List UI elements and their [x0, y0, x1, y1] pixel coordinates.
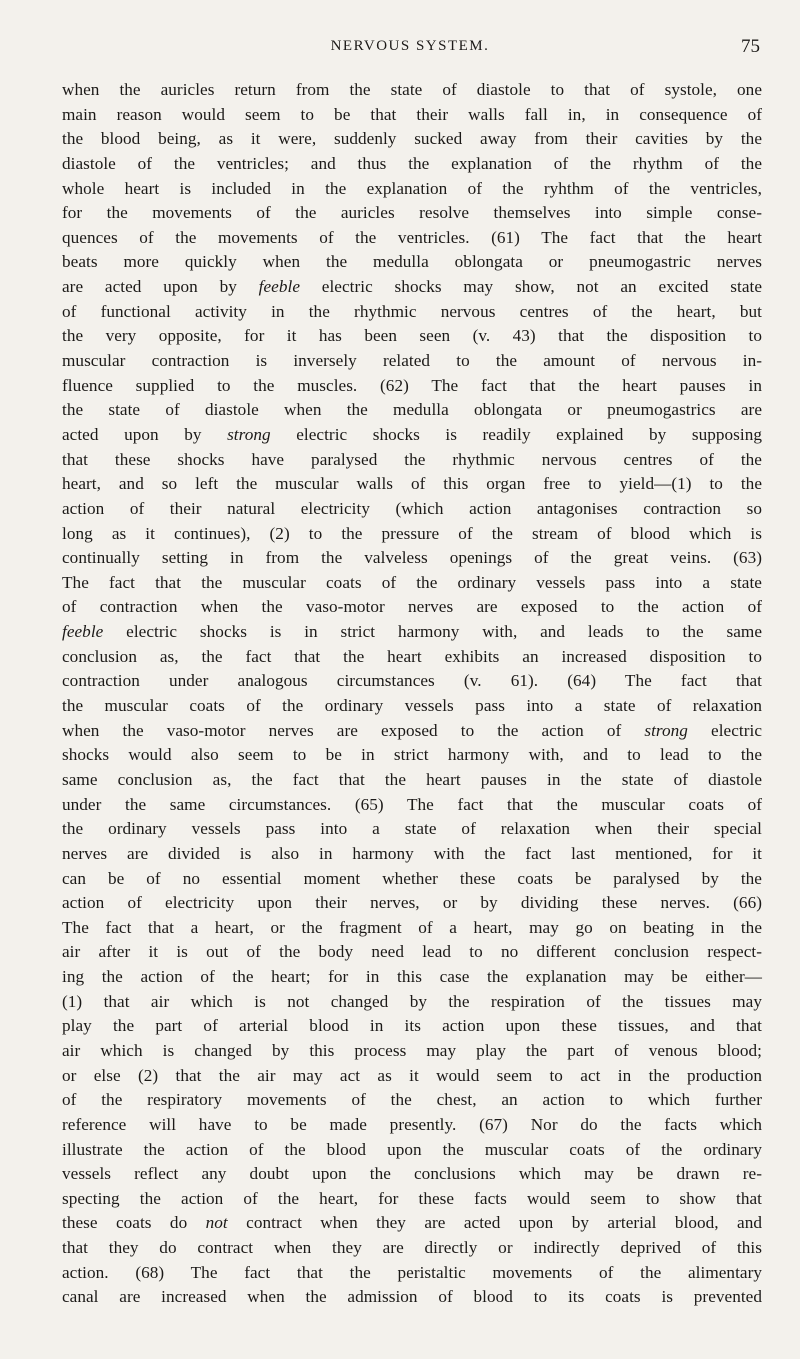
text-line [62, 1014, 762, 1039]
line-text: air which is changed by this process may play the part of venous blood; [62, 1040, 762, 1060]
line-text: are acted upon by [62, 277, 259, 297]
text-line [62, 1039, 762, 1064]
line-text: reference will have to be made presently. (67) Nor do the facts which [62, 1114, 762, 1134]
line-text: the ordinary vessels pass into a state of relaxation when their special [62, 819, 762, 839]
text-line [62, 694, 762, 719]
line-text: electric shocks is readily explained by supposing [270, 424, 762, 444]
page-number: 75 [741, 36, 760, 57]
line-text: the state of diastole when the medulla oblongata or pneumogastrics are [62, 400, 762, 420]
line-text: The fact that a heart, or the fragment of a heart, may go on beating in the [62, 917, 762, 937]
running-title: NERVOUS SYSTEM. [330, 38, 490, 54]
text-line [62, 1088, 762, 1113]
text-line [62, 768, 762, 793]
body-text [62, 78, 762, 1310]
line-text: (1) that air which is not changed by the respiration of the tissues may [62, 991, 762, 1011]
text-line [62, 497, 762, 522]
text-line [62, 595, 762, 620]
text-line [62, 152, 762, 177]
line-text: action of their natural electricity (which action antagonises contraction so [62, 498, 762, 518]
text-line [62, 1285, 762, 1310]
line-text: or else (2) that the air may act as it would seem to act in the production [62, 1065, 762, 1085]
text-line [62, 103, 762, 128]
line-text: play the part of arterial blood in its action upon these tissues, and that [62, 1016, 762, 1036]
text-line [62, 423, 762, 448]
text-line [62, 817, 762, 842]
line-text: shocks would also seem to be in strict harmony with, and to lead to the [62, 745, 762, 765]
italic-text: strong [644, 720, 688, 740]
line-text: that these shocks have paralysed the rhythmic nervous centres of the [62, 449, 762, 469]
text-line [62, 374, 762, 399]
line-text: when the auricles return from the state of diastole to that of systole, one [62, 80, 762, 99]
text-line [62, 349, 762, 374]
text-line [62, 867, 762, 892]
text-line [62, 78, 762, 103]
text-line [62, 448, 762, 473]
text-line [62, 324, 762, 349]
line-text: whole heart is included in the explanation of the ryhthm of the ventricles, [62, 178, 762, 198]
text-line [62, 127, 762, 152]
line-text: electric shocks may show, not an excited state [300, 277, 762, 297]
text-line [62, 1187, 762, 1212]
line-text: when the vaso-motor nerves are exposed to the action of [62, 720, 645, 740]
text-line [62, 645, 762, 670]
line-text: continually setting in from the valveless openings of the great veins. (63) [62, 548, 762, 568]
line-text: acted upon by [62, 424, 228, 444]
text-line [62, 842, 762, 867]
running-head [60, 38, 760, 68]
line-text: for the movements of the auricles resolve themselves into simple conse- [62, 203, 762, 223]
text-line [62, 275, 762, 300]
text-line [62, 1113, 762, 1138]
text-line [62, 719, 762, 744]
line-text: under the same circumstances. (65) The fact that the muscular coats of [62, 794, 762, 814]
line-text: that they do contract when they are directly or indirectly deprived of this [62, 1238, 762, 1258]
text-line [62, 620, 762, 645]
line-text: ing the action of the heart; for in this case the explanation may be either— [62, 967, 762, 987]
text-line [62, 472, 762, 497]
line-text: electric [687, 720, 763, 740]
line-text: beats more quickly when the medulla oblongata or pneumogastric nerves [62, 252, 762, 272]
line-text: contract when they are acted upon by arterial blood, and [227, 1213, 762, 1233]
line-text: specting the action of the heart, for these facts would seem to show that [62, 1188, 762, 1208]
text-line [62, 1211, 762, 1236]
line-text: action. (68) The fact that the peristaltic movements of the alimentary [62, 1262, 762, 1282]
italic-text: not [205, 1213, 228, 1233]
italic-text: feeble [258, 277, 301, 297]
line-text: quences of the movements of the ventricles. (61) The fact that the heart [62, 227, 762, 247]
text-line [62, 201, 762, 226]
text-line [62, 1064, 762, 1089]
text-line [62, 1138, 762, 1163]
line-text: canal are increased when the admission of blood to its coats is prevented [62, 1287, 762, 1307]
line-text: heart, and so left the muscular walls of this organ free to yield—(1) to the [62, 474, 762, 494]
line-text: of contraction when the vaso-motor nerves are exposed to the action of [62, 597, 762, 617]
text-line [62, 743, 762, 768]
line-text: main reason would seem to be that their walls fall in, in consequence of [62, 104, 762, 124]
italic-text: strong [227, 424, 271, 444]
text-line [62, 1162, 762, 1187]
line-text: muscular contraction is inversely related to the amount of nervous in- [62, 351, 762, 371]
line-text: the very opposite, for it has been seen (v. 43) that the disposition to [62, 326, 762, 346]
text-line [62, 546, 762, 571]
line-text: the blood being, as it were, suddenly sucked away from their cavities by the [62, 129, 762, 149]
line-text: vessels reflect any doubt upon the conclusions which may be drawn re- [62, 1164, 762, 1184]
text-line [62, 940, 762, 965]
text-line [62, 990, 762, 1015]
line-text: fluence supplied to the muscles. (62) The fact that the heart pauses in [62, 375, 762, 395]
text-line [62, 226, 762, 251]
text-line [62, 891, 762, 916]
line-text: nerves are divided is also in harmony with the fact last mentioned, for it [62, 843, 762, 863]
line-text: can be of no essential moment whether these coats be paralysed by the [62, 868, 762, 888]
text-line [62, 522, 762, 547]
line-text: action of electricity upon their nerves, or by dividing these nerves. (66) [62, 893, 762, 913]
text-line [62, 177, 762, 202]
line-text: of the respiratory movements of the chest, an action to which further [62, 1090, 762, 1110]
line-text: these coats do [62, 1213, 206, 1233]
line-text: the muscular coats of the ordinary vessels pass into a state of relaxation [62, 696, 762, 716]
line-text: electric shocks is in strict harmony with, and leads to the same [103, 622, 762, 642]
text-line [62, 916, 762, 941]
text-line [62, 300, 762, 325]
text-line [62, 1236, 762, 1261]
line-text: air after it is out of the body need lead to no different conclusion respect- [62, 942, 762, 962]
text-line [62, 793, 762, 818]
text-line [62, 250, 762, 275]
text-line [62, 398, 762, 423]
line-text: contraction under analogous circumstances (v. 61). (64) The fact that [62, 671, 762, 691]
text-line [62, 965, 762, 990]
text-line [62, 1261, 762, 1286]
line-text: same conclusion as, the fact that the heart pauses in the state of diastole [62, 769, 762, 789]
line-text: The fact that the muscular coats of the ordinary vessels pass into a state [62, 572, 762, 592]
line-text: of functional activity in the rhythmic nervous centres of the heart, but [62, 301, 762, 321]
line-text: long as it continues), (2) to the pressure of the stream of blood which is [62, 523, 762, 543]
line-text: diastole of the ventricles; and thus the explanation of the rhythm of the [62, 153, 762, 173]
text-line [62, 669, 762, 694]
line-text: conclusion as, the fact that the heart exhibits an increased disposition to [62, 646, 762, 666]
line-text: illustrate the action of the blood upon the muscular coats of the ordinary [62, 1139, 762, 1159]
italic-text: feeble [62, 622, 104, 642]
text-line [62, 571, 762, 596]
